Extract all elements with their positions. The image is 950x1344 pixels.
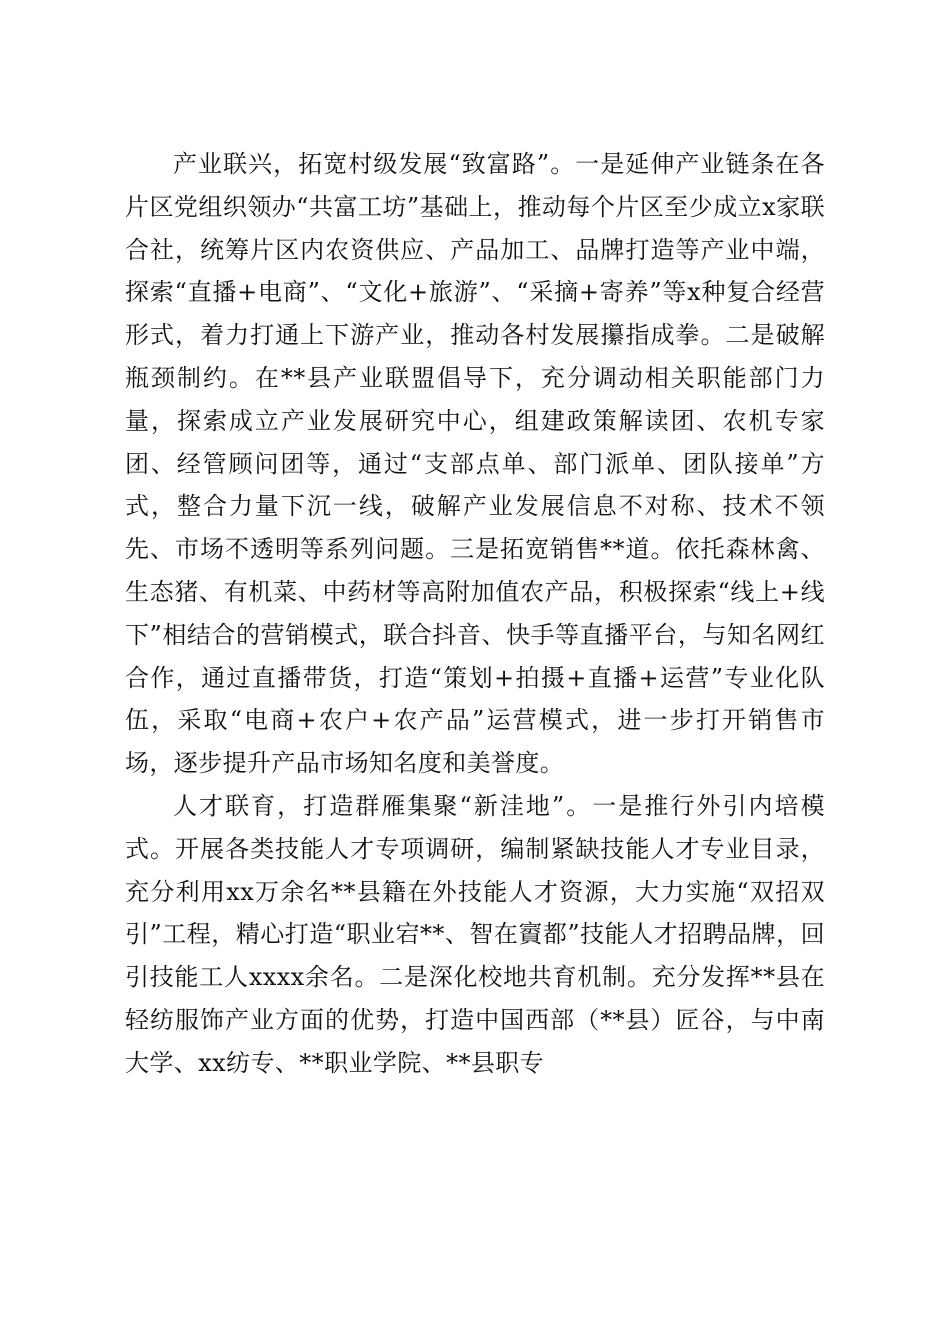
document-body <box>125 143 825 1085</box>
paragraph-talent-cultivation: 人才联育，打造群雁集聚“新洼地”。一是推行外引内培模式。开展各类技能人才专项调研，编制紧缺技能人才专业目录，充分利用xx万余名**县籍在外技能人才资源，大力实施“双招双引”工程，精心打造“职业宕**、智在賨都”技能人才招聘品牌，回引技能工人xxxx余名。二是深化校地共育机制。充分发挥**县在轻纺服饰产业方面的优势，打造中国西部（**县）匠谷，与中南大学、xx纺专、**职业学院、**县职专 <box>125 791 825 1077</box>
paragraph-industry-alliance: 产业联兴，拓宽村级发展“致富路”。一是延伸产业链条在各片区党组织领办“共富工坊”基础上，推动每个片区至少成立x家联合社，统筹片区内农资供应、产品加工、品牌打造等产业中端，探索“直播+电商”、“文化+旅游”、“采摘+寄养”等x种复合经营形式，着力打通上下游产业，推动各村发展攥指成拳。二是破解瓶颈制约。在**县产业联盟倡导下，充分调动相关职能部门力量，探索成立产业发展研究中心，组建政策解读团、农机专家团、经管顾问团等，通过“支部点单、部门派单、团队接单”方式，整合力量下沉一线，破解产业发展信息不对称、技术不领先、市场不透明等系列问题。三是拓宽销售**道。依托森林禽、生态猪、有机菜、中药材等高附加值农产品，积极探索“线上+线下”相结合的营销模式，联合抖音、快手等直播平台，与知名网红合作，通过直播带货，打造“策划+拍摄+直播+运营”专业化队伍，采取“电商+农户+农产品”运营模式，进一步打开销售市场，逐步提升产品市场知名度和美誉度。 <box>125 150 825 778</box>
